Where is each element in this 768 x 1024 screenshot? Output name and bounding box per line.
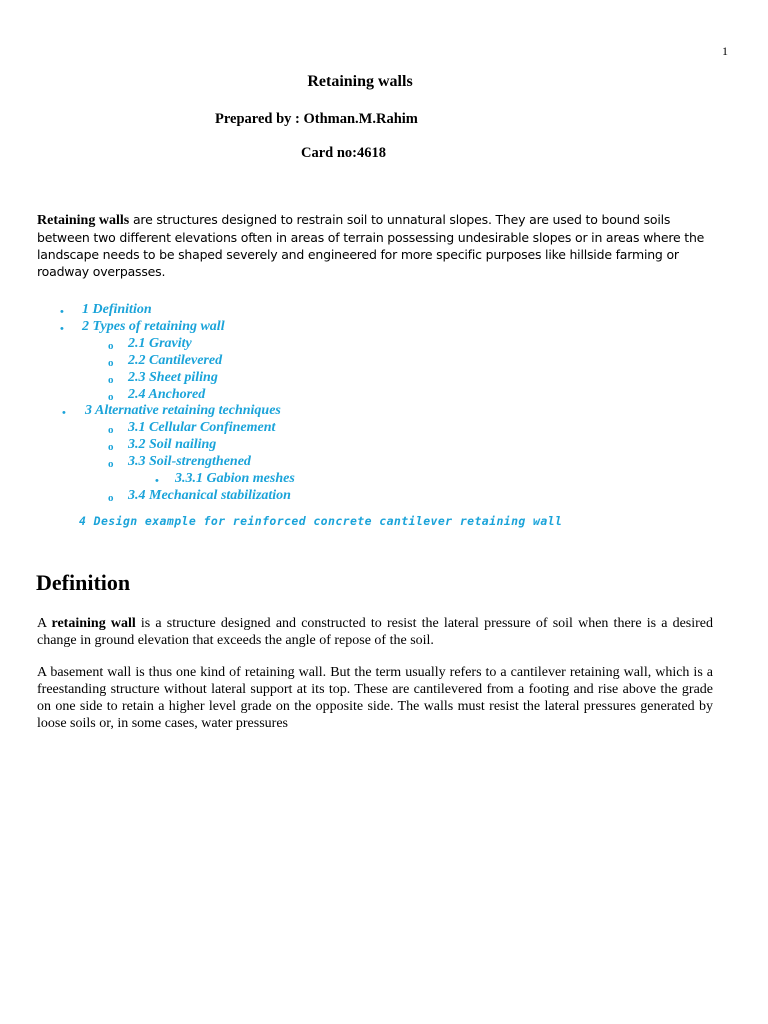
definition-paragraph-2: A basement wall is thus one kind of retaining wall. But the term usually refers to a cantilever retaining wall, which is a freestanding structure without lateral support at its top. These are cantilevered from a footing and rise above the grade on one side to retain a higher level grade on the opposite side. The walls must resist the lateral pressures generated by loose soils or, in some cases, water pressures (37, 665, 713, 731)
toc-link-cantilevered[interactable]: 2.2 Cantilevered (128, 353, 223, 368)
para1-text: is a structure designed and constructed to resist the lateral pressure of soil when there is a desired change in ground elevation that exceeds the angle of repose of the soil. (37, 616, 713, 648)
toc-link-definition[interactable]: 1 Definition (82, 302, 152, 317)
intro-text: are structures designed to restrain soil to unnatural slopes. They are used to bound soils between two different elevations often in areas of terrain possessing undesirable slopes or in areas where the landscape needs to be shaped severely and engineered for more specific purposes like hillside farming or roadway overpasses. (37, 212, 705, 279)
toc-bullet: o (108, 357, 114, 369)
toc-link-soil-nailing[interactable]: 3.2 Soil nailing (128, 437, 217, 452)
para1-prefix: A (37, 616, 52, 631)
prepared-by: Prepared by : Othman.M.Rahim (215, 111, 418, 127)
table-of-contents (0, 302, 740, 512)
toc-bullet: o (108, 458, 114, 470)
document-title: Retaining walls (307, 73, 413, 90)
toc-link-alternative[interactable]: 3 Alternative retaining techniques (85, 403, 281, 418)
intro-paragraph (37, 211, 717, 280)
intro-bold-term: Retaining walls (37, 213, 130, 228)
toc-link-cellular[interactable]: 3.1 Cellular Confinement (128, 420, 276, 435)
definition-paragraph-1 (37, 615, 713, 649)
toc-bullet: • (60, 306, 64, 318)
toc-link-sheet-piling[interactable]: 2.3 Sheet piling (128, 370, 218, 385)
toc-link-soil-strengthened[interactable]: 3.3 Soil-strengthened (128, 454, 251, 469)
toc-bullet: o (108, 441, 114, 453)
toc-bullet: • (62, 407, 66, 419)
section-heading-definition: Definition (36, 570, 131, 595)
toc-bullet: o (108, 391, 114, 403)
page-number: 1 (722, 44, 728, 58)
toc-bullet: o (108, 492, 114, 504)
para1-bold-term: retaining wall (51, 616, 136, 631)
toc-link-design-example[interactable]: 4 Design example for reinforced concrete cantilever retaining wall (79, 514, 563, 528)
card-number: Card no:4618 (301, 145, 386, 161)
toc-link-gabion[interactable]: 3.3.1 Gabion meshes (175, 471, 295, 486)
toc-link-types[interactable]: 2 Types of retaining wall (82, 319, 225, 334)
toc-bullet: • (60, 323, 64, 335)
toc-link-gravity[interactable]: 2.1 Gravity (128, 336, 192, 351)
toc-bullet: • (155, 475, 159, 487)
toc-link-anchored[interactable]: 2.4 Anchored (128, 387, 206, 402)
toc-bullet: o (108, 374, 114, 386)
toc-bullet: o (108, 424, 114, 436)
toc-bullet: o (108, 340, 114, 352)
toc-link-mechanical[interactable]: 3.4 Mechanical stabilization (128, 488, 291, 503)
